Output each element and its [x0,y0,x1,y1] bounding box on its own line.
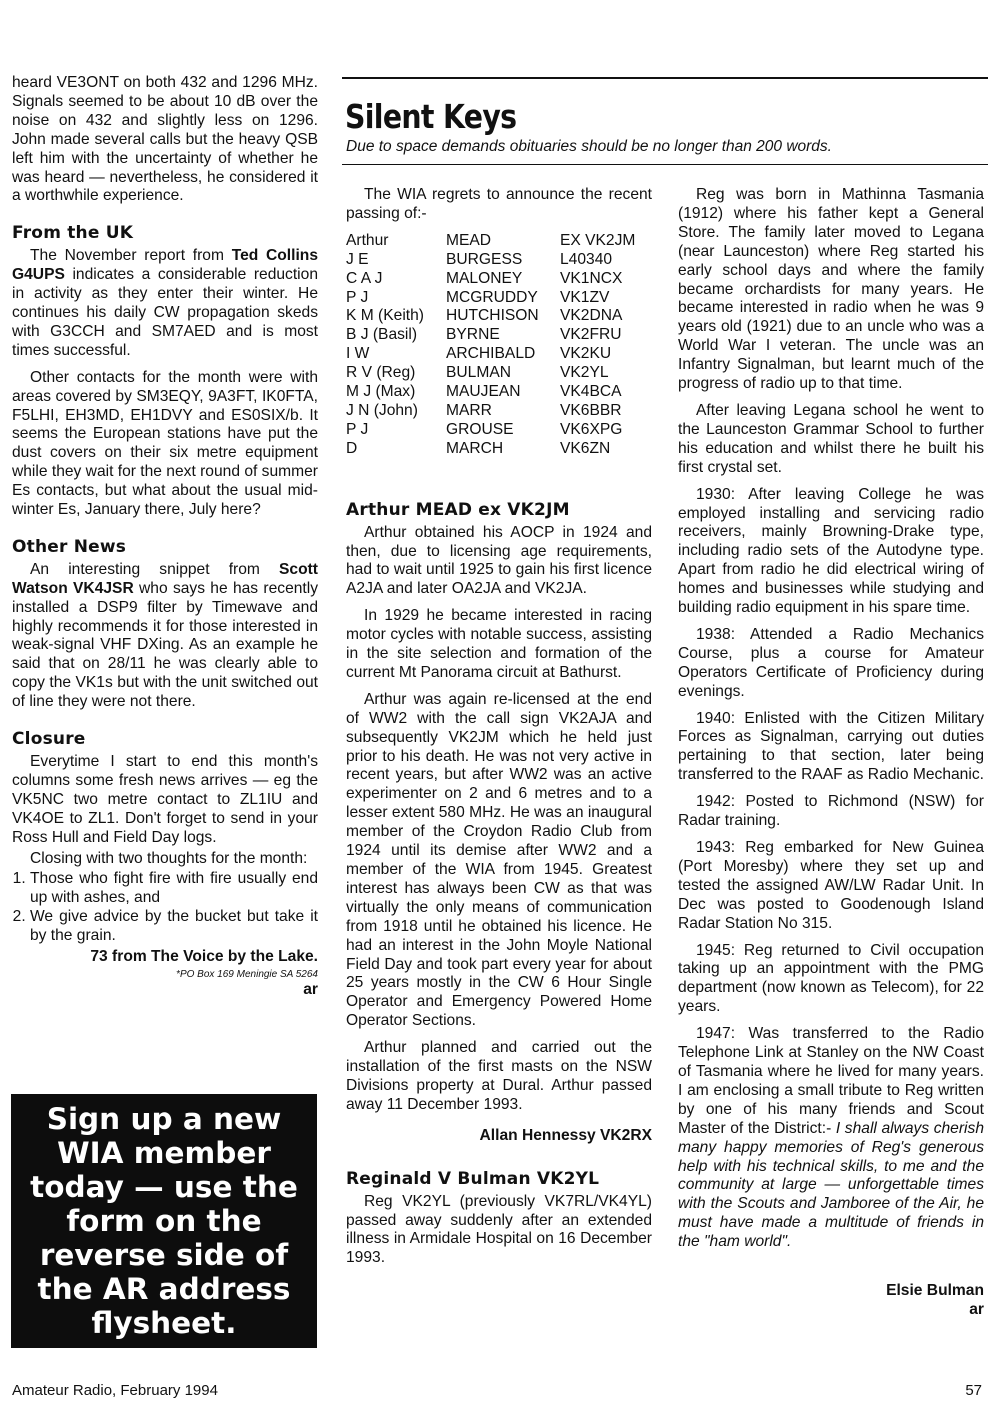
silent-keys-subtitle: Due to space demands obituaries should be no longer than 200 words. [346,138,832,155]
passing-given-name: B J (Basil) [346,326,418,344]
passing-callsign: VK2YL [560,364,609,382]
passing-given-name: D [346,439,358,457]
reg-paragraph-1: Reg was born in Mathinna Tasmania (1912) where his father kept a General Store. The family later moved to Legana (near Launceston) where Reg started his early school days and where the family became orchardists for many years. He became interested in radio when he was 9 years old (1921) due to an uncle who was a World War I veteran. The uncle was an Infantry Signalman, but learnt much of the progress of radio up to that time. [678,186,984,393]
news-rest: who says he has recently installed a DSP9 filter by Timewave and highly recommends it for those interested in weak-signal VHF DXing. As an example he said that on 28/11 he was clearly able to copy the VK1s but with the unit switched out of line they were not there. [12,579,319,711]
mead-heading: Arthur MEAD ex VK2JM [346,499,570,520]
passing-row [346,232,652,251]
passing-callsign: VK4BCA [560,383,622,401]
closure-paragraph-1: Everytime I start to end this month's columns some fresh news arrives — eg the VK5NC two metre contact to ZL1IU and VK4OE to ZL1. Don't forget to send in your Ross Hull and Field Day logs. [12,753,318,846]
passing-given-name: K M (Keith) [346,307,424,325]
passing-callsign: EX VK2JM [560,231,636,249]
page-number: 57 [965,1382,982,1399]
promo-text: Sign up a new WIA member today — use the form on the reverse side of the AR address flysheet. [30,1102,298,1340]
passing-callsign: VK2FRU [560,326,622,344]
passing-given-name: I W [346,345,370,363]
right-column [678,186,984,1320]
reg-paragraph-9 [678,1025,984,1252]
mead-paragraph-2: In 1929 he became interested in racing motor cycles with notable success, assisting in the site selection and formation of the current Mt Panorama circuit at Bathurst. [346,607,652,681]
passing-row [346,383,652,402]
passing-row [346,251,652,270]
mead-author: Allan Hennessy VK2RX [479,1126,652,1144]
passing-row [346,270,652,289]
reg-p9-lead: 1947: Was transferred to the Radio Telephone Link at Stanley on the NW Coast of Tasmania where he lived for many years. I am enclosing a small tribute to Reg written by one of his many friends and Scout Master of the District:- [678,1025,984,1137]
passing-surname: MAUJEAN [446,383,521,401]
header-divider [342,164,988,165]
mead-paragraph-3: Arthur was again re-licensed at the end of WW2 with the call sign VK2AJA and subsequently VK2JM which he held just prior to his death. He was not very active in recent years, but after WW2 was an active experimenter on 2 and 6 metres and to a lesser extent 580 MHz. He was an inaugural member of the Croydon Radio Club from 1924 until its demise after WW2 and a member of the WIA from 1945. Greatest interest has always been CW as that was virtually the only means of communication from 1918 until he obtained his licence. He had an interest in the John Moyle National Field Day and took part every year for about 25 years mostly in the CW 6 Hour Single Operator and Emergency Powered Home Operator Sections. [346,690,652,1030]
passing-row [346,421,652,440]
thought-item: 2. We give advice by the bucket but take it by the grain. [30,908,318,946]
passing-row [346,326,652,345]
reg-paragraph-4: 1938: Attended a Radio Mechanics Course, plus a course for Amateur Operators Certificate of Proficiency during evenings. [678,625,984,700]
news-name: Scott Watson VK4JSR [12,560,318,597]
uk-heading: From the UK [12,223,134,244]
passing-callsign: VK1ZV [560,288,610,306]
other-news-paragraph [12,561,318,712]
left-column [12,74,318,1000]
passing-row [346,402,652,421]
reg-paragraph-7: 1943: Reg embarked for New Guinea (Port Moresby) where they set up and tested the assigned AW/LW Radar Unit. In Dec was posted to Goodenough Island Radar Station No 315. [678,839,984,932]
passing-given-name: M J (Max) [346,383,416,401]
end-mark: ar [303,980,318,998]
mead-paragraph-4: Arthur planned and carried out the installation of the first masts on the NSW Divisions property at Dural. Arthur passed away 11 December 1993. [346,1039,652,1113]
passing-row [346,307,652,326]
passing-surname: ARCHIBALD [446,345,536,363]
passing-surname: GROUSE [446,420,514,438]
passing-surname: BULMAN [446,364,511,382]
author-address: *PO Box 169 Meningie SA 5264 [176,968,318,980]
passing-surname: MALONEY [446,269,523,287]
passing-row [346,440,652,459]
passing-callsign: VK6BBR [560,401,622,419]
reg-paragraph-5: 1940: Enlisted with the Citizen Military Forces as Signalman, carrying out duties pertaining to that section, later being transferred to the RAAF as Radio Mechanic. [678,709,984,784]
bulman-paragraph-1: Reg VK2YL (previously VK7RL/VK4YL) passed away suddenly after an extended illness in Armidale Hospital on 16 December 1993. [346,1192,652,1267]
passing-callsign: L40340 [560,250,613,268]
membership-promo-box [11,1094,317,1348]
scout-tribute-quote: I shall always cherish many happy memories of Reg's generous help with his technical skills, to me and the community at large — unforgettable times with the Scouts and Jamboree of the Air, he must have made a multitude of friends in the "ham world". [678,1119,984,1251]
passing-surname: BYRNE [446,326,500,344]
reg-paragraph-2: After leaving Legana school he went to the Launceston Grammar School to further his education and whilst there he built his first crystal set. [678,401,984,476]
uk-p1-rest: indicates a considerable reduction in activity as they enter their winter. He continues his daily CW propagation skeds with G3CCH and SM7AED and is most times successful. [12,266,318,359]
passing-row [346,289,652,308]
uk-paragraph-1 [12,247,318,360]
passing-surname: MARR [446,401,492,419]
passing-surname: BURGESS [446,250,523,268]
reg-author: Elsie Bulman [886,1282,984,1300]
reg-paragraph-6: 1942: Posted to Richmond (NSW) for Radar training. [678,793,984,830]
bulman-heading: Reginald V Bulman VK2YL [346,1168,600,1189]
reg-paragraph-8: 1945: Reg returned to Civil occupation taking up an appointment with the PMG department (now known as Telecom), for 22 years. [678,941,984,1016]
reg-paragraph-3: 1930: After leaving College he was employed installing and servicing radio receivers, mainly Browning-Drake type, including radio sets of the Autodyne type. Apart from radio he did electrical wiring of homes and businesses while studying and building radio equipment in his spare time. [678,485,984,617]
passing-given-name: C A J [346,269,383,287]
passing-surname: MARCH [446,439,504,457]
passing-callsign: VK2KU [560,345,612,363]
passing-given-name: J E [346,250,369,268]
passing-list [346,232,652,459]
passing-given-name: P J [346,288,369,306]
passing-given-name: J N (John) [346,401,418,419]
other-news-heading: Other News [12,536,127,557]
silent-keys-title: Silent Keys [345,97,517,136]
publication-footer: Amateur Radio, February 1994 [12,1382,218,1399]
passing-given-name: Arthur [346,231,389,249]
uk-p1-name: Ted Collins G4UPS [12,247,318,284]
passing-row [346,345,652,364]
thought-item: 1. Those who fight fire with fire usually end up with ashes, and [30,870,318,908]
passing-callsign: VK6XPG [560,420,623,438]
passing-surname: HUTCHISON [446,307,539,325]
passing-callsign: VK1NCX [560,269,623,287]
signoff: 73 from The Voice by the Lake. [90,948,318,966]
closure-heading: Closure [12,729,86,750]
passing-row [346,364,652,383]
passing-callsign: VK6ZN [560,439,611,457]
passing-surname: MEAD [446,231,492,249]
news-lead: An interesting snippet from [30,560,280,578]
uk-p1-lead: The November report from [30,247,232,265]
end-mark: ar [969,1300,984,1318]
passing-given-name: R V (Reg) [346,364,416,382]
thoughts-list [12,870,318,946]
closure-paragraph-2: Closing with two thoughts for the month: [30,849,308,867]
uk-paragraph-2: Other contacts for the month were with areas covered by SM3EQY, 9A3FT, IK0FTA, F5LHI, EH3MD, EH1DVY and ES0SIX/b. It seems the European stations have put the dust covers on their six metre equipment while they wait for the next round of summer Es contacts, but what about the usual mid-winter Es, January there, July here? [12,368,318,519]
middle-column [346,186,652,1276]
silent-keys-header [342,77,988,156]
continued-text: heard VE3ONT on both 432 and 1296 MHz. Signals seemed to be about 10 dB over the noise on 432 and slightly less on 1296. John made several calls but the heavy QSB left him with the uncertainty of whether he was heard — nevertheless, he considered it a worthwhile experience. [12,74,318,205]
passing-surname: MCGRUDDY [446,288,538,306]
passing-callsign: VK2DNA [560,307,623,325]
passing-intro: The WIA regrets to announce the recent passing of:- [346,186,652,222]
passing-given-name: P J [346,420,369,438]
mead-paragraph-1: Arthur obtained his AOCP in 1924 and then, due to licensing age requirements, had to wait until 1925 to gain his first licence A2JA and later OA2JA and VK2JA. [346,523,652,598]
